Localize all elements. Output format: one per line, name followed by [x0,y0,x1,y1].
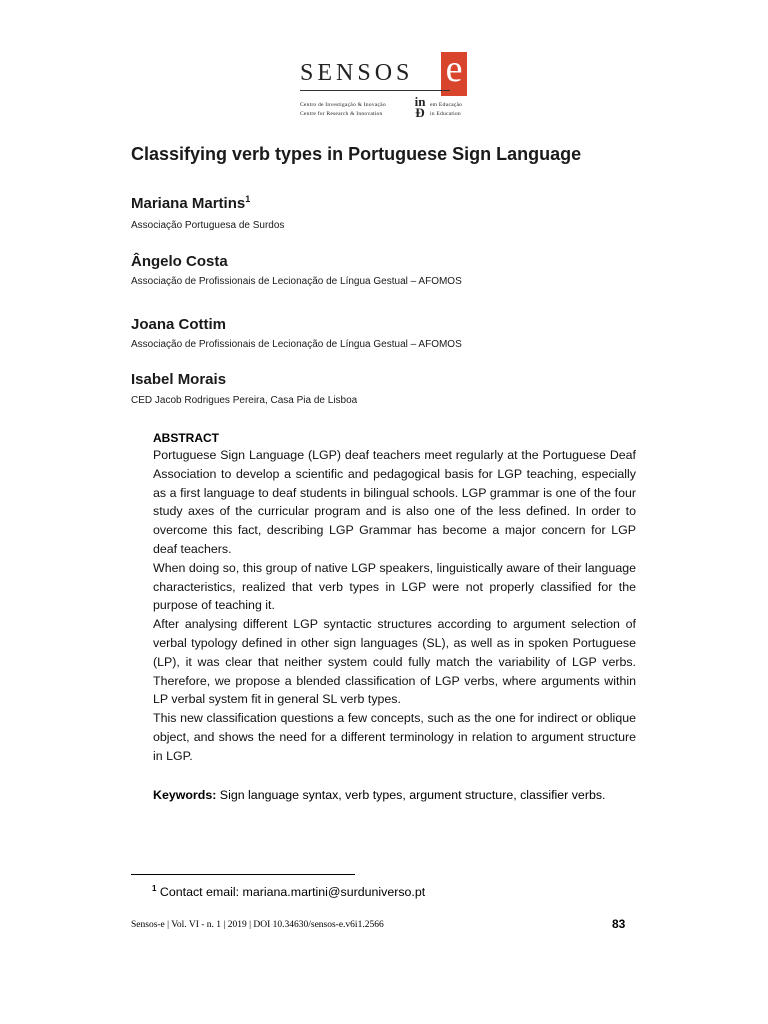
author-name-3: Joana Cottim [131,316,227,333]
logo-subtitle-pt-end: em Educação [430,102,463,108]
abstract-paragraph: This new classification questions a few concepts, such as the one for indirect or oblique object, and shows the need for a different terminology in relation to argument structure in LGP. [153,711,636,763]
journal-logo [300,48,480,132]
abstract-paragraph: When doing so, this group of native LGP speakers, linguistically aware of their language characteristics, realized that verb types in LGP were not properly classified for the purpose of teaching it. [153,560,636,613]
abstract-paragraph: Portuguese Sign Language (LGP) deaf teachers meet regularly at the Portuguese Deaf Association to develop a scientific and pedagogical basis for LGP teaching, especially as a first language to deaf students in bilingual schools. LGP grammar is one of the four study axes of the curricular program and is also one of the less defined. In order to overcome this fact, describing LGP Grammar has become a major concern for LGP deaf teachers. [153,448,636,556]
footnote [152,884,425,899]
footnote-text: Contact email: mariana.martini@surduniverso.pt [156,885,426,900]
logo-e-block: e [441,52,467,96]
logo-ind-mark: in Ð [414,94,426,120]
abstract-heading: ABSTRACT [153,431,219,445]
abstract-body [153,446,636,766]
page-number: 83 [612,917,626,931]
author-affiliation-4: CED Jacob Rodrigues Pereira, Casa Pia de Lisboa [131,395,358,406]
logo-underline [300,90,450,91]
author-affiliation-3: Associação de Profissionais de Lecionação de Língua Gestual – AFOMOS [131,339,462,350]
keywords [153,788,643,802]
logo-wordmark: SENSOS [300,60,414,86]
keywords-text: Sign language syntax, verb types, argument structure, classifier verbs. [216,788,606,802]
abstract-paragraph: After analysing different LGP syntactic structures according to argument selection of verbal typology defined in other sign languages (SL), as well as in spoken Portuguese (LP), it was clear that neither system could fully match the variability of LGP verbs. Therefore, we propose a blended classification of LGP verbs, where arguments within LP verbal system fit in general SL verb types. [153,617,636,707]
author-affiliation-2: Associação de Profissionais de Lecionação de Língua Gestual – AFOMOS [131,276,462,287]
logo-subtitle-en-end: in Education [430,111,461,117]
author-name-1: Mariana Martins$^1$ [131,194,251,212]
author-affiliation-1: Associação Portuguesa de Surdos [131,220,285,231]
author-name-4: Isabel Morais [131,371,227,388]
author-name-2: Ângelo Costa [131,253,228,270]
logo-subtitle-pt: Centro de Investigação & Inovação [300,102,386,108]
paper-title: Classifying verb types in Portuguese Sign Language [131,144,582,164]
logo-subtitle-en: Centre for Research & Innovation [300,111,383,117]
footnote-marker: 1 [152,884,157,893]
footer-citation: Sensos-e | Vol. VI - n. 1 | 2019 | DOI 10.34630/sensos-e.v6i1.2566 [131,920,384,930]
footnote-rule [131,874,355,875]
keywords-label: Keywords: [153,788,217,802]
